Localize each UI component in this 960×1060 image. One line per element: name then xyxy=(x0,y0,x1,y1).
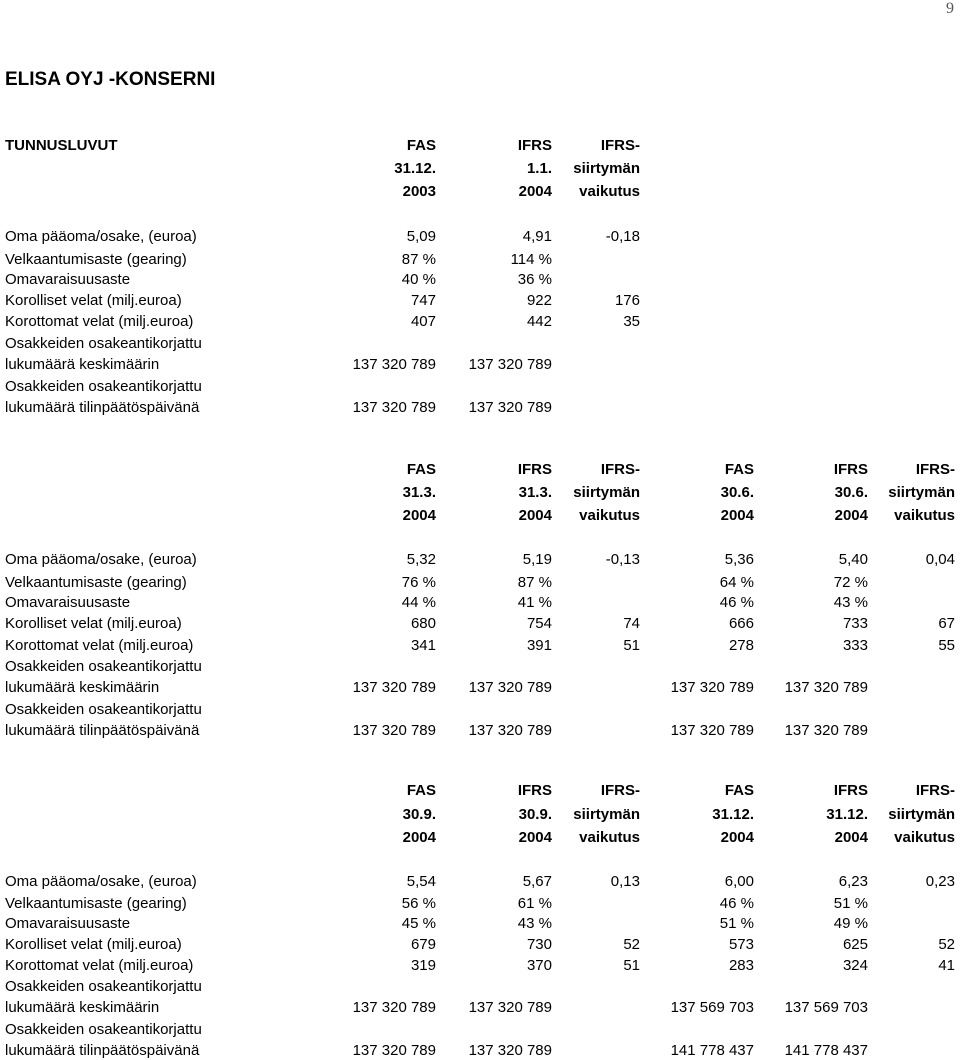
table-cell: 74 xyxy=(623,615,640,632)
table-cell: 278 xyxy=(728,637,754,654)
table-cell: 137 320 789 xyxy=(670,679,754,696)
table-cell: 61 % xyxy=(517,895,552,912)
table-cell: -0,18 xyxy=(605,228,640,245)
table-cell: 52 xyxy=(938,936,955,953)
table-cell: 45 % xyxy=(401,915,436,932)
row-label: Velkaantumisaste (gearing) xyxy=(5,895,187,912)
row-label: Velkaantumisaste (gearing) xyxy=(5,251,187,268)
table-cell: 733 xyxy=(842,615,868,632)
column-header: IFRS- xyxy=(915,782,955,799)
table-cell: 573 xyxy=(728,936,754,953)
column-header: siirtymän xyxy=(888,806,955,823)
column-header: 31.12. xyxy=(826,806,868,823)
table-cell: 6,23 xyxy=(838,873,868,890)
table-cell: 141 778 437 xyxy=(670,1042,754,1059)
row-label: Omavaraisuusaste xyxy=(5,271,131,288)
row-label: Omavaraisuusaste xyxy=(5,594,131,611)
table-cell: 922 xyxy=(526,292,552,309)
table-cell: 41 xyxy=(938,957,955,974)
table-cell: 36 % xyxy=(517,271,552,288)
column-header: siirtymän xyxy=(573,484,640,501)
column-header: IFRS xyxy=(517,137,552,154)
table-cell: 87 % xyxy=(401,251,436,268)
column-header: IFRS- xyxy=(600,461,640,478)
table-cell: 333 xyxy=(842,637,868,654)
document-title: ELISA OYJ -KONSERNI xyxy=(5,69,216,90)
table-cell: 52 xyxy=(623,936,640,953)
table-cell: 137 320 789 xyxy=(352,399,436,416)
column-header: 30.9. xyxy=(402,806,436,823)
table-cell: 43 % xyxy=(833,594,868,611)
column-header: 2003 xyxy=(402,183,436,200)
table-cell: 67 xyxy=(938,615,955,632)
table-cell: 754 xyxy=(526,615,552,632)
column-header: IFRS xyxy=(833,461,868,478)
table-cell: 137 320 789 xyxy=(352,999,436,1016)
column-header: siirtymän xyxy=(573,806,640,823)
table-cell: 137 320 789 xyxy=(352,722,436,739)
column-header: vaikutus xyxy=(894,507,955,524)
table-cell: 137 320 789 xyxy=(468,999,552,1016)
table-cell: 341 xyxy=(410,637,436,654)
row-label: lukumäärä tilinpäätöspäivänä xyxy=(5,1042,200,1059)
table-cell: 137 320 789 xyxy=(468,1042,552,1059)
table-cell: 6,00 xyxy=(724,873,754,890)
row-label: Korottomat velat (milj.euroa) xyxy=(5,313,194,330)
column-header: 2004 xyxy=(402,829,436,846)
row-label: Osakkeiden osakeantikorjattu xyxy=(5,701,202,718)
table-cell: 137 320 789 xyxy=(670,722,754,739)
row-label: Osakkeiden osakeantikorjattu xyxy=(5,378,202,395)
row-label: lukumäärä keskimäärin xyxy=(5,679,160,696)
table-cell: 747 xyxy=(410,292,436,309)
table-cell: 680 xyxy=(410,615,436,632)
column-header: IFRS- xyxy=(600,782,640,799)
table-cell: 679 xyxy=(410,936,436,953)
table-cell: 391 xyxy=(526,637,552,654)
column-header: 2004 xyxy=(720,829,754,846)
row-label: Korolliset velat (milj.euroa) xyxy=(5,615,182,632)
table-cell: 5,40 xyxy=(838,551,868,568)
column-header: FAS xyxy=(406,461,436,478)
column-header: IFRS xyxy=(517,461,552,478)
table-cell: 370 xyxy=(526,957,552,974)
table-cell: 283 xyxy=(728,957,754,974)
column-header: 31.12. xyxy=(712,806,754,823)
column-header: IFRS xyxy=(833,782,868,799)
table-cell: 76 % xyxy=(401,574,436,591)
table-cell: 176 xyxy=(614,292,640,309)
column-header: FAS xyxy=(406,782,436,799)
row-label: Velkaantumisaste (gearing) xyxy=(5,574,187,591)
table-cell: 407 xyxy=(410,313,436,330)
row-label: Osakkeiden osakeantikorjattu xyxy=(5,335,202,352)
column-header: 2004 xyxy=(518,829,552,846)
page-number: 9 xyxy=(946,0,954,17)
row-label: Korolliset velat (milj.euroa) xyxy=(5,936,182,953)
table-cell: 5,19 xyxy=(522,551,552,568)
row-label: Korolliset velat (milj.euroa) xyxy=(5,292,182,309)
row-label: Korottomat velat (milj.euroa) xyxy=(5,637,194,654)
row-label: Oma pääoma/osake, (euroa) xyxy=(5,228,197,245)
table-cell: 64 % xyxy=(719,574,754,591)
table-cell: 141 778 437 xyxy=(784,1042,868,1059)
table-cell: 49 % xyxy=(833,915,868,932)
table-cell: 137 569 703 xyxy=(784,999,868,1016)
table-cell: 625 xyxy=(842,936,868,953)
table-cell: 43 % xyxy=(517,915,552,932)
row-label: Oma pääoma/osake, (euroa) xyxy=(5,873,197,890)
row-label: Korottomat velat (milj.euroa) xyxy=(5,957,194,974)
column-header: vaikutus xyxy=(894,829,955,846)
table-cell: 5,54 xyxy=(406,873,436,890)
table-cell: -0,13 xyxy=(605,551,640,568)
column-header: IFRS- xyxy=(915,461,955,478)
table-cell: 137 320 789 xyxy=(468,356,552,373)
column-header: 31.3. xyxy=(518,484,552,501)
table-cell: 137 569 703 xyxy=(670,999,754,1016)
column-header: 2004 xyxy=(834,507,868,524)
table-cell: 46 % xyxy=(719,895,754,912)
table-cell: 137 320 789 xyxy=(352,679,436,696)
table-caption: TUNNUSLUVUT xyxy=(5,137,118,154)
column-header: vaikutus xyxy=(579,507,640,524)
table-cell: 324 xyxy=(842,957,868,974)
table-cell: 5,36 xyxy=(724,551,754,568)
table-cell: 51 % xyxy=(719,915,754,932)
table-cell: 137 320 789 xyxy=(468,679,552,696)
table-cell: 114 % xyxy=(510,251,552,268)
column-header: 30.6. xyxy=(720,484,754,501)
table-cell: 0,23 xyxy=(925,873,955,890)
table-cell: 0,13 xyxy=(610,873,640,890)
column-header: vaikutus xyxy=(579,829,640,846)
row-label: Oma pääoma/osake, (euroa) xyxy=(5,551,197,568)
table-cell: 5,32 xyxy=(406,551,436,568)
table-cell: 51 xyxy=(623,957,640,974)
column-header: 30.9. xyxy=(518,806,552,823)
row-label: lukumäärä keskimäärin xyxy=(5,356,160,373)
table-cell: 44 % xyxy=(401,594,436,611)
table-cell: 72 % xyxy=(833,574,868,591)
column-header: 1.1. xyxy=(526,160,552,177)
table-cell: 35 xyxy=(623,313,640,330)
table-cell: 87 % xyxy=(517,574,552,591)
table-cell: 51 xyxy=(623,637,640,654)
column-header: 2004 xyxy=(720,507,754,524)
column-header: siirtymän xyxy=(888,484,955,501)
row-label: Osakkeiden osakeantikorjattu xyxy=(5,978,202,995)
row-label: Osakkeiden osakeantikorjattu xyxy=(5,1021,202,1038)
table-cell: 55 xyxy=(938,637,955,654)
column-header: 2004 xyxy=(518,507,552,524)
table-cell: 319 xyxy=(410,957,436,974)
column-header: 2004 xyxy=(518,183,552,200)
table-cell: 51 % xyxy=(833,895,868,912)
column-header: siirtymän xyxy=(573,160,640,177)
table-cell: 5,09 xyxy=(406,228,436,245)
table-cell: 666 xyxy=(728,615,754,632)
column-header: FAS xyxy=(724,782,754,799)
table-cell: 4,91 xyxy=(522,228,552,245)
column-header: IFRS xyxy=(517,782,552,799)
column-header: 2004 xyxy=(402,507,436,524)
column-header: 2004 xyxy=(834,829,868,846)
table-cell: 40 % xyxy=(401,271,436,288)
column-header: 30.6. xyxy=(834,484,868,501)
column-header: vaikutus xyxy=(579,183,640,200)
row-label: lukumäärä tilinpäätöspäivänä xyxy=(5,399,200,416)
table-cell: 5,67 xyxy=(522,873,552,890)
row-label: Omavaraisuusaste xyxy=(5,915,131,932)
table-cell: 137 320 789 xyxy=(784,722,868,739)
table-cell: 137 320 789 xyxy=(352,1042,436,1059)
table-cell: 137 320 789 xyxy=(784,679,868,696)
table-cell: 137 320 789 xyxy=(468,722,552,739)
column-header: 31.12. xyxy=(394,160,436,177)
row-label: lukumäärä keskimäärin xyxy=(5,999,160,1016)
column-header: FAS xyxy=(724,461,754,478)
table-cell: 41 % xyxy=(517,594,552,611)
table-cell: 442 xyxy=(526,313,552,330)
table-cell: 56 % xyxy=(401,895,436,912)
table-cell: 137 320 789 xyxy=(468,399,552,416)
column-header: 31.3. xyxy=(402,484,436,501)
table-cell: 137 320 789 xyxy=(352,356,436,373)
row-label: lukumäärä tilinpäätöspäivänä xyxy=(5,722,200,739)
table-cell: 46 % xyxy=(719,594,754,611)
table-cell: 0,04 xyxy=(925,551,955,568)
column-header: FAS xyxy=(406,137,436,154)
row-label: Osakkeiden osakeantikorjattu xyxy=(5,658,202,675)
column-header: IFRS- xyxy=(600,137,640,154)
table-cell: 730 xyxy=(526,936,552,953)
